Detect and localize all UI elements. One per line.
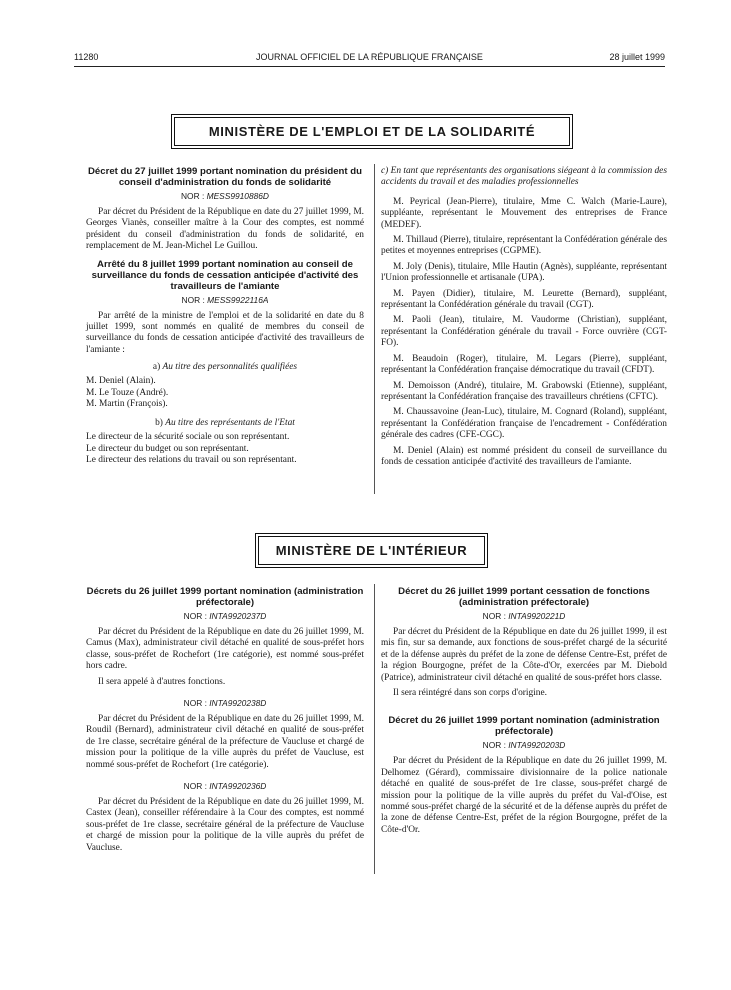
decree-body: Par décret du Président de la République en date du 26 juillet 1999, il est mis fin, sur sa demande, aux fonctions de sous-préfet chargé de la sécurité et de la défense auprès du préfet de la zone de défense Centre-Est, préfet de la région Bourgogne, préfet de la Côte-d'Or, exercées par M. Diebold (Patrice), administrateur civil détaché en qualité de sous-préfet hors classe.	[381, 627, 667, 683]
list-item: Le directeur de la sécurité sociale ou son représentant.	[86, 432, 290, 443]
section-title-nominations: Décrets du 26 juillet 1999 portant nomination (administration préfectorale)	[86, 586, 364, 608]
nor-reference: NOR : MESS9922116A	[181, 294, 269, 305]
nor-reference: NOR : INTA9920203D	[482, 740, 566, 751]
decree-body: Il sera réintégré dans son corps d'origine.	[393, 688, 547, 699]
subheading-qualified: a) Au titre des personnalités qualifiées	[152, 362, 298, 373]
decree-body: Par décret du Président de la République en date du 26 juillet 1999, M. Camus (Max), administrateur civil détaché en qualité de sous-préfet hors classe, sous-préfet de Rochefort (1re catégorie), est nommé sous-préfet hors cadre.	[86, 627, 364, 672]
member-paragraph: M. Peyrical (Jean-Pierre), titulaire, Mme C. Walch (Marie-Laure), suppléante, représentant le Mouvement des entreprises de France (MEDEF).	[381, 196, 667, 230]
section-title-cessation: Décret du 26 juillet 1999 portant cessation de fonctions (administration préfectorale)	[398, 586, 650, 608]
arrete-intro: Par arrêté de la ministre de l'emploi et de la solidarité en date du 8 juillet 1999, sont nommés en qualité de membres du conseil de surveillance du fonds de cessation anticipée d'activité des travailleurs de l'amiante :	[86, 310, 364, 355]
member-paragraph: M. Thillaud (Pierre), titulaire, représentant la Confédération générale des petites et moyennes entreprises (CGPME).	[381, 235, 667, 257]
right-column-emploi	[381, 166, 667, 472]
list-item: M. Deniel (Alain).	[86, 376, 156, 387]
member-paragraph: M. Payen (Didier), titulaire, M. Leurette (Bernard), suppléant, représentant la Confédération générale du travail (CGT).	[381, 288, 667, 311]
list-item: Le directeur du budget ou son représentant.	[86, 443, 249, 454]
nor-reference: NOR : MESS9910886D	[181, 191, 269, 201]
section-title-fonds-solidarite: Décret du 27 juillet 1999 portant nomination du président du conseil d'administration du fonds de solidarité	[88, 166, 362, 188]
issue-date: 28 juillet 1999	[609, 52, 665, 62]
member-paragraph: M. Deniel (Alain) est nommé président du conseil de surveillance du fonds de cessation anticipée d'activité des travailleurs de l'amiante.	[381, 445, 667, 467]
section-title-amiante: Arrêté du 8 juillet 1999 portant nomination au conseil de surveillance du fonds de cessation anticipée d'activité des travailleurs de l'amiante	[91, 258, 359, 292]
header-rule	[74, 66, 665, 67]
nor-reference: NOR : INTA9920237D	[183, 611, 267, 621]
column-divider	[374, 164, 375, 494]
nor-reference: NOR : INTA9920221D	[482, 611, 566, 621]
ministry-title-interieur: MINISTÈRE DE L'INTÉRIEUR	[258, 536, 485, 565]
list-item: Le directeur des relations du travail ou son représentant.	[86, 455, 297, 466]
nor-reference: NOR : INTA9920238D	[183, 698, 267, 709]
member-paragraph: M. Joly (Denis), titulaire, Mlle Hautin (Agnès), suppléante, représentant l'Union professionnelle et artisanale (UPA).	[381, 261, 667, 284]
decree-body: Par décret du Président de la République en date du 26 juillet 1999, M. Castex (Jean), conseiller référendaire à la Cour des comptes, est nommé sous-préfet de 1re classe, secrétaire général de la préfecture de Vaucluse et chargé de mission pour la politique de la ville auprès du préfet de Vaucluse.	[86, 797, 364, 853]
ministry-title-emploi: MINISTÈRE DE L'EMPLOI ET DE LA SOLIDARITÉ	[174, 117, 570, 146]
member-paragraph: M. Paoli (Jean), titulaire, M. Vaudorme (Christian), suppléant, représentant la Confédération générale du travail - Force ouvrière (CGT-FO).	[381, 315, 667, 349]
member-paragraph: M. Demoisson (André), titulaire, M. Grabowski (Etienne), suppléant, représentant la Confédération française des travailleurs chrétiens (CFTC).	[381, 380, 667, 402]
ministry-banner-interieur	[255, 533, 488, 568]
decree-body: Par décret du Président de la République en date du 27 juillet 1999, M. Georges Vianès, conseiller maître à la Cour des comptes, est nommé président du conseil d'administration du fonds de solidarité, en remplacement de M. Jean-Michel Le Guillou.	[86, 207, 364, 252]
column-divider	[374, 584, 375, 874]
section-title-nomination: Décret du 26 juillet 1999 portant nomination (administration préfectorale)	[388, 715, 660, 738]
right-column-interieur	[381, 586, 667, 840]
decree-body: Il sera appelé à d'autres fonctions.	[98, 676, 226, 687]
ministry-banner-emploi	[171, 114, 573, 149]
page-number: 11280	[74, 52, 99, 62]
journal-title: JOURNAL OFFICIEL DE LA RÉPUBLIQUE FRANÇAISE	[256, 52, 483, 62]
decree-body: Par décret du Président de la République en date du 26 juillet 1999, M. Roudil (Bernard), administrateur civil détaché en qualité de sous-préfet de 1re classe, secrétaire général de la préfecture de Vaucluse et chargé de mission pour la politique de la ville auprès du préfet de Vaucluse, est nommé sous-préfet de Rochefort (1re catégorie).	[86, 714, 364, 770]
left-column-emploi	[86, 166, 364, 467]
list-item: M. Le Touze (André).	[86, 387, 169, 398]
subheading-state: b) Au titre des représentants de l'Etat	[155, 418, 295, 429]
member-paragraph: M. Chaussavoine (Jean-Luc), titulaire, M. Cognard (Roland), suppléant, représentant la Confédération française de l'encadrement - Confédération générale des cadres (CFE-CGC).	[381, 407, 667, 441]
decree-body: Par décret du Président de la République en date du 26 juillet 1999, M. Delhomez (Gérard), commissaire divisionnaire de la police nationale détaché en qualité de sous-préfet de 1re classe, sous-préfet chargé de mission pour la politique de la ville auprès du préfet du Val-d'Oise, est nommé sous-préfet chargé de la sécurité et de la défense auprès du préfet de la zone de défense Centre-Est, préfet de la région Bourgogne, préfet de la Côte-d'Or.	[381, 756, 667, 835]
list-item: M. Martin (François).	[86, 399, 168, 410]
member-paragraph: M. Beaudoin (Roger), titulaire, M. Legars (Pierre), suppléant, représentant la Confédération française démocratique du travail (CFDT).	[381, 353, 667, 376]
left-column-interieur	[86, 586, 364, 858]
subheading-organisations: c) En tant que représentants des organisations siégeant à la commission des accidents du travail et des maladies professionnelles	[381, 166, 667, 188]
page-header	[74, 52, 665, 66]
nor-reference: NOR : INTA9920236D	[183, 781, 267, 792]
